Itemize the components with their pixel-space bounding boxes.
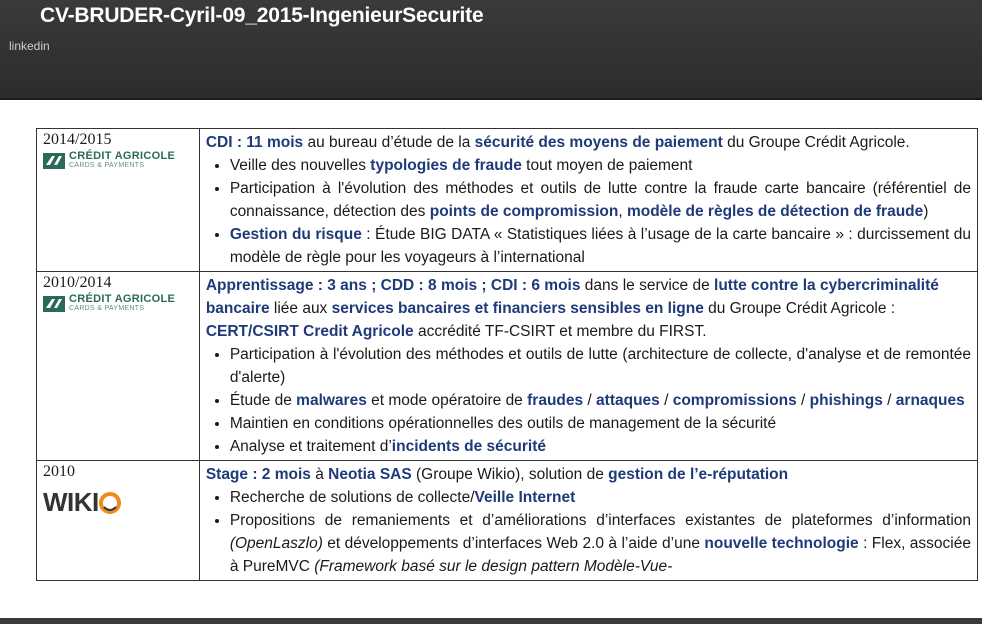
text-run: et développements d’interfaces Web 2.0 à l’aide d’une xyxy=(322,535,705,552)
text-run: tout moyen de paiement xyxy=(521,157,693,174)
highlighted-text: Stage : 2 mois xyxy=(205,466,311,483)
ca-logo-line2: CARDS & PAYMENTS xyxy=(69,305,145,312)
text-run: dans le service de xyxy=(580,277,715,294)
date-cell xyxy=(37,129,200,272)
experience-row-ca-2 xyxy=(37,272,978,461)
experience-date: 2010 xyxy=(43,463,75,480)
credit-agricole-logo xyxy=(43,294,193,314)
text-run: Propositions de remaniements et d’améliorations d’interfaces existantes de plateformes d’information xyxy=(229,512,971,529)
highlighted-text: attaques xyxy=(596,392,660,409)
task-list xyxy=(206,343,971,458)
description-cell xyxy=(199,129,977,272)
ca-logo-line2: CARDS & PAYMENTS xyxy=(69,162,145,169)
text-run: : Flex, associée à PureMVC xyxy=(229,535,971,575)
task-item xyxy=(230,486,971,509)
text-run: / xyxy=(796,392,810,409)
highlighted-text: CDI : 11 mois xyxy=(205,134,304,151)
highlighted-text: arnaques xyxy=(895,392,965,409)
wikio-logo-text: WIKI xyxy=(43,487,99,517)
experience-row-ca-1 xyxy=(37,129,978,272)
credit-agricole-icon xyxy=(43,296,65,312)
highlighted-text: lutte contre la cybercriminalité bancaire xyxy=(205,277,939,317)
task-item xyxy=(230,412,971,435)
text-run: Participation à l'évolution des méthodes et outils de lutte contre la fraude carte bancaire (référentiel de connaissance, détection des xyxy=(229,180,971,220)
description-cell xyxy=(199,272,977,461)
text-run: , xyxy=(618,203,627,220)
experience-date: 2010/2014 xyxy=(43,274,112,291)
highlighted-text: Gestion du risque xyxy=(229,226,362,243)
highlighted-text: CERT/CSIRT Credit Agricole xyxy=(205,323,414,340)
source-link[interactable]: linkedin xyxy=(9,39,50,53)
experience-table xyxy=(36,128,978,581)
highlighted-text: modèle de règles de détection de fraude xyxy=(626,203,924,220)
description-cell xyxy=(199,461,977,581)
text-run: et mode opératoire de xyxy=(366,392,528,409)
highlighted-text: phishings xyxy=(809,392,883,409)
highlighted-text: compromissions xyxy=(672,392,797,409)
text-run: Maintien en conditions opérationnelles des outils de management de la sécurité xyxy=(229,415,777,432)
highlighted-text: points de compromission xyxy=(429,203,619,220)
text-run: du Groupe Crédit Agricole : xyxy=(703,300,896,317)
highlighted-text: incidents de sécurité xyxy=(391,438,546,455)
task-item xyxy=(230,177,971,223)
highlighted-text: sécurité des moyens de paiement xyxy=(474,134,723,151)
role-summary xyxy=(206,274,971,343)
highlighted-text: malwares xyxy=(296,392,367,409)
credit-agricole-logo xyxy=(43,151,193,171)
text-run: du Groupe Crédit Agricole. xyxy=(722,134,910,151)
task-item xyxy=(230,154,971,177)
text-run: Veille des nouvelles xyxy=(229,157,371,174)
credit-agricole-icon xyxy=(43,153,65,169)
task-item xyxy=(230,435,971,458)
task-item xyxy=(230,343,971,389)
highlighted-text: Veille Internet xyxy=(474,489,576,506)
text-run: liée aux xyxy=(269,300,332,317)
text-run: Recherche de solutions de collecte/ xyxy=(229,489,475,506)
highlighted-text: Neotia SAS xyxy=(328,466,412,483)
ca-logo-line1: CRÉDIT AGRICOLE xyxy=(69,150,176,162)
wikio-o-icon xyxy=(99,492,121,514)
text-run: (Groupe Wikio), solution de xyxy=(411,466,609,483)
task-list xyxy=(206,154,971,269)
text-run: Étude de xyxy=(229,392,297,409)
text-run: / xyxy=(882,392,896,409)
experience-date: 2014/2015 xyxy=(43,131,112,148)
role-summary xyxy=(206,131,971,154)
highlighted-text: gestion de l’e-réputation xyxy=(608,466,789,483)
text-run: / xyxy=(659,392,673,409)
text-run: Participation à l'évolution des méthodes et outils de lutte (architecture de collecte, d'analyse et de remontée d'alerte) xyxy=(229,346,971,386)
text-run: / xyxy=(583,392,597,409)
viewer-header xyxy=(0,0,982,100)
date-cell xyxy=(37,272,200,461)
task-item xyxy=(230,509,971,578)
wikio-logo xyxy=(43,487,193,518)
task-list xyxy=(206,486,971,578)
text-run: ) xyxy=(923,203,929,220)
document-title: CV-BRUDER-Cyril-09_2015-IngenieurSecurite xyxy=(40,4,484,27)
highlighted-text: Apprentissage : 3 ans ; CDD : 8 mois ; CDI : 6 mois xyxy=(205,277,581,294)
highlighted-text: nouvelle technologie xyxy=(704,535,859,552)
highlighted-text: services bancaires et financiers sensibles en ligne xyxy=(331,300,704,317)
task-item xyxy=(230,389,971,412)
text-run: accrédité TF-CSIRT et membre du FIRST. xyxy=(413,323,707,340)
text-run: à xyxy=(310,466,329,483)
highlighted-text: fraudes xyxy=(527,392,584,409)
italic-text: (OpenLaszlo) xyxy=(229,535,323,552)
text-run: Analyse et traitement d’ xyxy=(229,438,392,455)
role-summary xyxy=(206,463,971,486)
ca-logo-line1: CRÉDIT AGRICOLE xyxy=(69,293,176,305)
italic-text: (Framework basé sur le design pattern Modèle-Vue- xyxy=(314,558,673,575)
viewer-footer-bar xyxy=(0,618,982,624)
date-cell xyxy=(37,461,200,581)
highlighted-text: typologies de fraude xyxy=(370,157,522,174)
experience-row-wikio xyxy=(37,461,978,581)
text-run: au bureau d’étude de la xyxy=(303,134,475,151)
document-page xyxy=(0,100,982,620)
text-run: : Étude BIG DATA « Statistiques liées à l’usage de la carte bancaire » : durcissement du modèle de règle pour les voyageurs à l’international xyxy=(229,226,971,266)
task-item xyxy=(230,223,971,269)
